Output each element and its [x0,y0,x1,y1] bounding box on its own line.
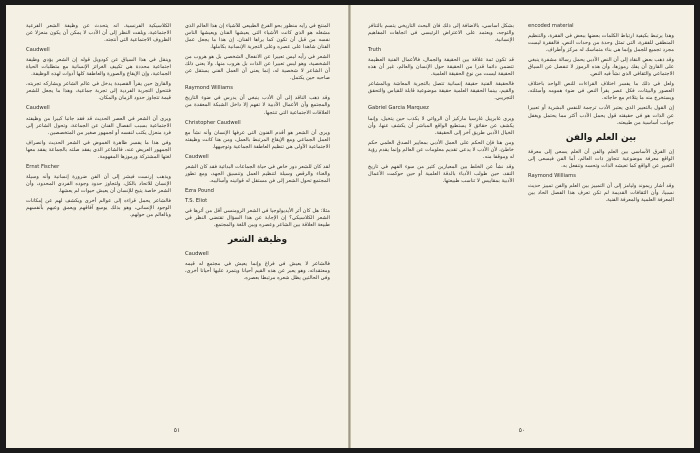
section-heading: وظيفة الشعر [227,235,288,246]
left-page-col-right [185,23,330,423]
latin-term: Gabriel Garcia Marquez [368,105,429,112]
body-paragraph: وقد ذهب الناقد إلى أن الأدب ينبغي أن يدرس في ضوء التاريخ والمجتمع وأن الأعمال الأدبية لا تفهم إلا داخل الشبكة المعقدة من العلاقات الاجتماعية التي تنتجها. [185,95,330,116]
body-paragraph: بشكل أساسي، بالاضافة إلى ذلك فان البحث التاريخي يتسم بالتنافر والتوجه، ويعتمد على الاعتراض الرئيسي في اتجاهات المفاهيم الإنسانية. [368,23,514,44]
body-paragraph: وفي هذا ما يفسر ظاهرة الغموض في الشعر الحديث وانصراف الجمهور العريض عنه، فالشاعر الذي يفقد صلته بالجماعة يفقد معها لغتها المشتركة ورموزها المفهومة. [26,139,171,160]
latin-term: Christopher Caudwell [185,119,241,126]
body-paragraph: ويرى أن الشعر هو أقدم الفنون التي عرفها الإنسان وأنه نشأ مع العمل الجماعي ومع الإيقاع المرتبط بالعمل، ومن هنا كانت وظيفته الاجتماعية الأولى هي تنظيم العاطفة الجماعية وتوجيهها. [185,129,330,150]
latin-term: Truth [368,47,382,54]
left-page-col-left [26,23,171,423]
body-paragraph: وهذا يرتبط بكيفية ارتباط الكلمات بعضها ببعض في الفقرة، والتنظيم المنطقي للفقرة، التي تمثل وحدة من وحدات النص، فالفقرة ليست مجرد تجميع للجمل وإنما هي بناء متماسك له مركز وأطراف. [528,33,674,54]
page-number-left: ٥١ [173,427,181,434]
body-paragraph: والقارئ حين يقرأ القصيدة يدخل في عالم الشاعر ويشاركه تجربته، فتتحول التجربة الفردية إلى تجربة جماعية، وهذا ما يجعل للشعر قيمة تتجاوز حدود الزمان والمكان. [26,81,171,102]
section-heading: بين العلم والفن [565,132,637,143]
body-paragraph: فالشاعر لا يعيش في فراغ وإنما يعيش في مجتمع له قيمه ومعتقداته، وهو يعبر عن هذه القيم أحيانا ويتمرد عليها أحيانا أخرى، وفي الحالتين يظل شعره مرتبطا بعصره. [185,261,330,282]
body-paragraph: مثلا: هل كان أثر الأيديولوجيا في الشعر الرومنسي أقل من أثرها في الشعر الكلاسيكي؟ إن الإجابة عن هذا السؤال تقتضي النظر في طبيعة العلاقة بين الشاعر وعصره وبين اللغة والمجتمع. [185,208,330,229]
body-paragraph: الكلاسيكية الفرنسية. أنه يتحدث عن وظيفة الشعر الفرعية الاجتماعية، ويلفت النظر إلى أن الأدب لا يمكن أن يكون منعزلا عن الظروف الاجتماعية التي أنتجته. [26,23,171,44]
latin-term: encoded material [528,23,574,29]
body-paragraph: قد تكون ثمة علاقة بين الحقيقة والجمال، فالأعمال الفنية العظيمة تتضمن دائما قدرا من الحقيقة حول الإنسان والعالم، غير أن هذه الحقيقة ليست من نوع الحقيقة العلمية. [368,57,514,78]
body-paragraph: ومن هنا فإن الحكم على العمل الأدبي بمعايير الصدق العلمي حكم خاطئ، لأن الأدب لا يدعي تقديم معلومات عن العالم وإنما يقدم رؤية له وموقفا منه. [368,139,514,160]
body-paragraph: الشعر في رأيه ليس تعبيرا عن الانفعال الشخصي بل هو هروب من الشخصية، وهو ليس تعبيرا عن الذات بل هروب منها. ولا يعني ذلك أن الشاعر لا شخصية له، إنما يعني أن العمل الفني يستقل عن صاحبه حين يكتمل. [185,54,330,82]
body-paragraph: ويذهب إرنست فيشر إلى أن الفن ضرورة إنسانية وأنه وسيلة الإنسان للاتحاد بالكل، ولتجاوز حدود وجوده الفردي المحدود، وأن الشعر خاصة يتيح للإنسان أن يعيش حيوات لم يعشها. [26,173,171,194]
book-gutter [349,5,351,448]
latin-term: Caudwell [26,47,50,54]
body-paragraph: ولعل في ذلك ما يفسر اختلاف القراءات للنص الواحد باختلاف العصور والبيئات، فكل عصر يقرأ النص في ضوء همومه وأسئلته، ويستخرج منه ما يتلاءم مع حاجاته. [528,81,674,102]
latin-term: Ezra Pound [185,187,214,194]
latin-term: Caudwell [185,153,209,160]
body-paragraph: فالحقيقة الفنية حقيقة إنسانية تتصل بالتجربة المعاشة وبالمشاعر والقيم، بينما الحقيقة العلمية حقيقة موضوعية قابلة للقياس والتحقق التجريبي. [368,81,514,102]
latin-term: T.S. Eliot [185,197,208,204]
page-number-right: ٥٠ [518,427,526,434]
body-paragraph: المنتج في رأيه منظور بحو الفرع الطبيعي للأشياء إن هذا العالم الذي مشغله هو الذي كانت الأشياء التي يعيشها الفنان ويعيشها الناس نفسه من قبل أن تكون كما يراها الفنان. إن هذا ما يجعل عمل الفنان شاهدا على عصره وعلى التجربة الإنسانية بكاملها. [185,23,330,51]
body-paragraph: وقد نشأ عن الخلط بين المعيارين كثير من سوء الفهم في تاريخ النقد، حين طولب الأدباء بالدقة العلمية أو حين حوكمت الأعمال الأدبية بمقاييس لا تناسب طبيعتها. [368,163,514,184]
body-paragraph: ويرى أن الشعر في العصر الحديث قد فقد جانبا كبيرا من وظيفته الاجتماعية بسبب انفصال الفنان عن الجماعة، وتحول الشاعر إلى فرد منعزل يكتب لنفسه أو لجمهور صغير من المتخصصين. [26,115,171,136]
latin-term: Raymond Williams [528,172,576,179]
latin-term: Raymond Williams [185,85,233,92]
body-paragraph: وقد ذهب بعض النقاد إلى أن النص الأدبي يحمل رسالة مشفرة ينبغي على القارئ أن يفك رموزها، وأن هذه الرموز لا تنفصل عن السياق الاجتماعي والثقافي الذي نشأ فيه النص. [528,57,674,78]
left-page [6,5,349,448]
body-paragraph: وينقل في هذا السياق عن كودويل قوله إن الشعر يؤدي وظيفة اجتماعية محددة هي تكييف الغرائز الإنسانية مع متطلبات الحياة الجماعية، وإن الإيقاع والصورة والعاطفة كلها أدوات لهذه الوظيفة. [26,57,171,78]
body-paragraph: وقد أشار ريموند وليامز إلى أن التمييز بين العلم والفن تمييز حديث نسبيا، وأن الثقافات القديمة لم تكن تعرف هذا الفصل الحاد بين المعرفة العلمية والمعرفة الفنية. [528,182,674,203]
latin-term: Caudwell [185,251,209,258]
latin-term: Ernst Fischer [26,163,60,170]
body-paragraph: إن القول بالتعبير الذي يعتبر الأدب ترجمة للنفس البشرية أو تعبيرا عن الذات هو في حقيقته قول يحمل الأدب أكثر مما يحتمل ويغفل جوانب أساسية من طبيعته. [528,105,674,126]
right-page-col-right [528,23,674,423]
body-paragraph: إن الفرق الأساسي بين العلم والفن أن العلم يسعى إلى معرفة الواقع معرفة موضوعية تتجاوز ذات العالم، أما الفن فيسعى إلى التعبير عن الواقع كما تعيشه الذات وتحسه وتنفعل به. [528,148,674,169]
latin-term: Caudwell [26,105,50,112]
body-paragraph: ويرى غابرييل غارسيا ماركيز أن الروائي لا يكذب حين يتخيل، وإنما يكشف عن حقائق لا يستطيع الواقع المباشر أن يكشف عنها، وأن الخيال الأدبي طريق آخر إلى الحقيقة. [368,115,514,136]
body-paragraph: فالشاعر يحمل قراءه إلى عوالم أخرى ويكشف لهم عن إمكانات الوجود الإنساني، وهو بذلك يوسع آفاقهم ويعمق وعيهم بأنفسهم وبالعالم من حولهم. [26,197,171,219]
right-page-col-left [368,23,514,423]
right-page [349,5,694,448]
body-paragraph: لقد كان للشعر دور خاص في حياة الجماعات البدائية فقد كان الشعر والغناء والرقص وسيلة لتنظيم العمل وتنسيق الجهد، ومع تطور المجتمع تحول الشعر إلى فن مستقل له قوانينه وأساليبه. [185,163,330,184]
